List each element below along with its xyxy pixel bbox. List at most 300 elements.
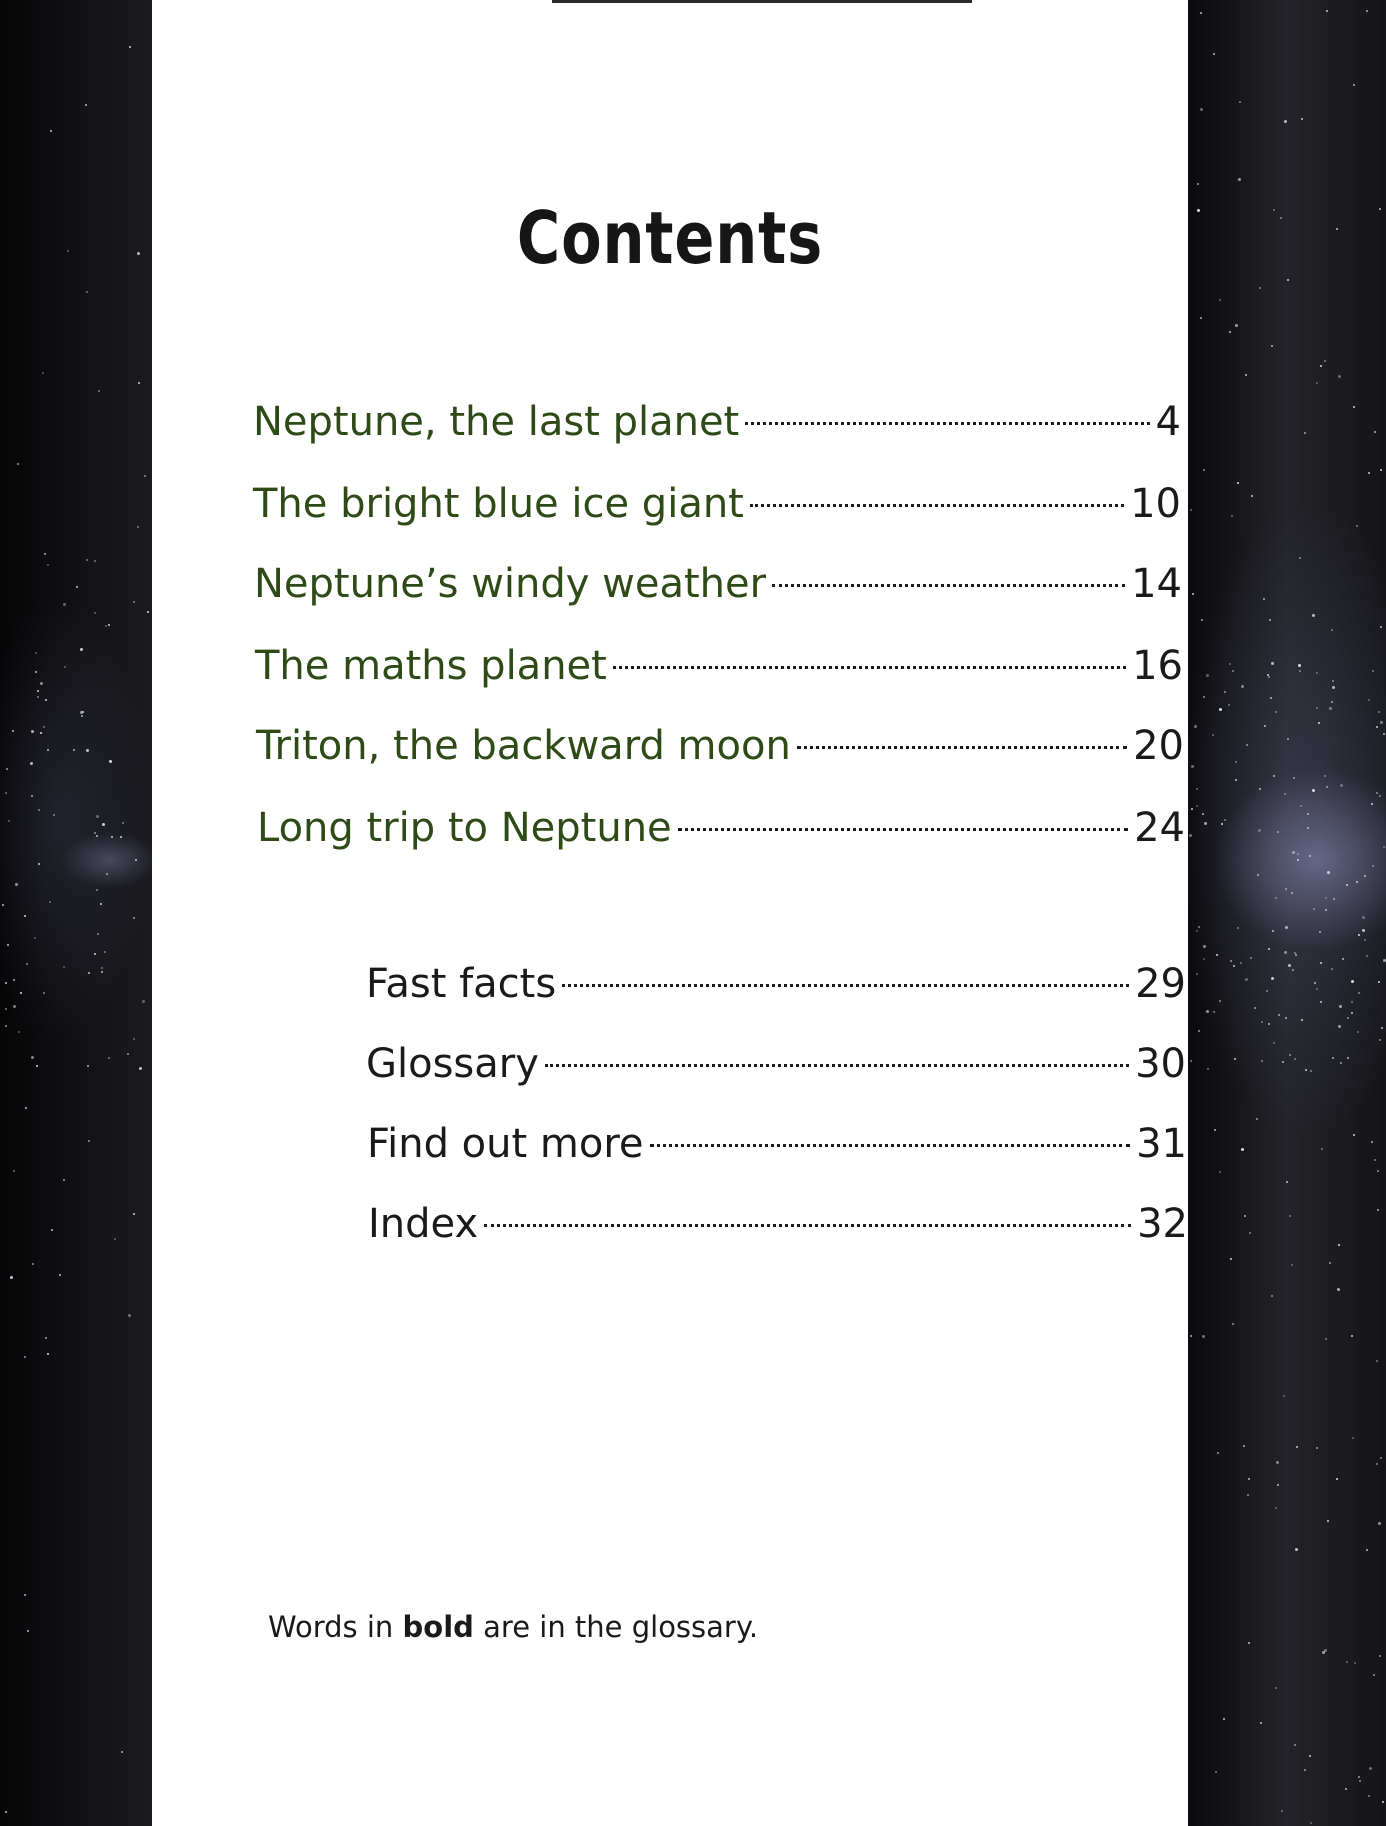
star-dot [1224, 819, 1226, 821]
star-dot [1233, 965, 1235, 967]
toc-page-number: 24 [1134, 805, 1185, 851]
toc-leader-dots [772, 584, 1125, 587]
star-dot [81, 715, 83, 717]
star-dot [32, 1263, 34, 1265]
star-dot [1320, 962, 1322, 964]
star-dot [1198, 926, 1200, 928]
page-edge-shadow [552, 0, 972, 3]
star-dot [8, 820, 10, 822]
star-dot [1353, 84, 1355, 86]
star-dot [1207, 1068, 1209, 1070]
star-dot [1203, 469, 1205, 471]
star-dot [2, 904, 4, 906]
star-dot [1331, 629, 1333, 631]
star-dot [1331, 701, 1333, 703]
star-dot [1234, 1058, 1236, 1060]
toc-entry-title: Find out more [367, 1121, 644, 1167]
star-dot [50, 130, 52, 132]
star-dot [98, 390, 100, 392]
star-dot [1235, 324, 1238, 327]
star-dot [1293, 777, 1295, 779]
toc-leader-dots [484, 1224, 1131, 1227]
star-dot [64, 666, 66, 668]
star-dot [137, 252, 140, 255]
star-dot [27, 1630, 29, 1632]
star-dot [1214, 1129, 1216, 1131]
star-dot [1301, 1019, 1303, 1021]
toc-entry-title: The maths planet [255, 643, 607, 689]
star-dot [1268, 1023, 1270, 1025]
star-dot [1351, 1001, 1353, 1003]
star-dot [1381, 1027, 1383, 1029]
star-dot [1333, 898, 1335, 900]
star-dot [1351, 980, 1354, 983]
star-dot [1276, 1461, 1279, 1464]
star-dot [12, 730, 14, 732]
star-dot [1189, 834, 1192, 837]
star-dot [1230, 1258, 1232, 1260]
star-dot [1294, 1744, 1296, 1746]
toc-entry-neptune-last-planet[interactable] [253, 398, 1181, 446]
star-dot [1304, 432, 1306, 434]
star-dot [1383, 959, 1386, 962]
star-dot [1263, 598, 1265, 600]
toc-entry-title: Long trip to Neptune [257, 805, 672, 851]
star-dot [1292, 969, 1294, 971]
star-dot [1191, 808, 1193, 810]
star-dot [1228, 704, 1230, 706]
star-dot [1362, 929, 1365, 932]
star-dot [34, 937, 36, 939]
star-dot [1235, 761, 1237, 763]
star-dot [1224, 691, 1226, 693]
star-dot [1359, 1780, 1361, 1782]
star-dot [108, 1057, 110, 1059]
star-dot [44, 553, 46, 555]
star-dot [1310, 1822, 1312, 1824]
star-dot [1380, 1457, 1382, 1459]
toc-entry-windy-weather[interactable] [254, 560, 1182, 608]
star-dot [59, 1274, 61, 1276]
star-dot [1312, 789, 1315, 792]
toc-entry-long-trip[interactable] [257, 804, 1185, 852]
star-dot [1354, 1662, 1356, 1664]
toc-page-number: 31 [1136, 1121, 1187, 1167]
star-dot [36, 1065, 38, 1067]
star-dot [128, 1314, 131, 1317]
star-dot [1299, 670, 1301, 672]
star-dot [1284, 951, 1287, 954]
star-dot [1379, 208, 1381, 210]
star-dot [1300, 805, 1302, 807]
star-dot [109, 760, 112, 763]
star-dot [1248, 1478, 1250, 1480]
star-dot [1366, 1549, 1368, 1551]
star-dot [1324, 775, 1326, 777]
star-dot [100, 903, 102, 905]
star-dot [1285, 888, 1287, 890]
star-dot [1374, 431, 1376, 433]
star-dot [20, 992, 22, 994]
star-dot [1372, 670, 1374, 672]
star-dot [1316, 1447, 1318, 1449]
toc-page-number: 14 [1131, 561, 1182, 607]
star-dot [1264, 725, 1266, 727]
star-dot [1371, 1141, 1373, 1143]
toc-entry-title: Glossary [366, 1041, 539, 1087]
star-dot [1191, 765, 1194, 768]
star-dot [1353, 1134, 1355, 1136]
star-dot [1319, 931, 1321, 933]
star-dot [1320, 365, 1322, 367]
star-dot [1356, 881, 1358, 883]
star-dot [1273, 1042, 1275, 1044]
star-dot [37, 690, 39, 692]
star-dot [1256, 1118, 1258, 1120]
star-dot [1270, 697, 1272, 699]
star-dot [1376, 726, 1378, 728]
star-dot [1219, 299, 1221, 301]
star-dot [1238, 178, 1241, 181]
star-dot [1240, 962, 1242, 964]
star-dot [1327, 871, 1330, 874]
star-dot [1340, 1062, 1342, 1064]
star-dot [53, 814, 55, 816]
star-dot [133, 917, 135, 919]
star-dot [1382, 1801, 1384, 1803]
star-dot [1217, 1452, 1219, 1454]
star-dot [1213, 53, 1215, 55]
star-dot [1379, 795, 1381, 797]
star-dot [1278, 1014, 1280, 1016]
star-dot [135, 859, 137, 861]
star-dot [1202, 1335, 1205, 1338]
star-dot [1329, 1262, 1331, 1264]
star-dot [147, 611, 149, 613]
star-dot [137, 526, 139, 528]
star-dot [97, 933, 99, 935]
star-dot [1347, 1057, 1349, 1059]
star-dot [1383, 733, 1385, 735]
star-dot [1351, 1012, 1353, 1014]
star-dot [1383, 846, 1385, 848]
star-dot [133, 1213, 135, 1215]
toc-entry-glossary[interactable] [366, 1040, 1186, 1088]
star-dot [1206, 674, 1209, 677]
star-dot [1285, 1017, 1287, 1019]
toc-page-number: 10 [1130, 481, 1181, 527]
glossary-note-bold: bold [402, 1610, 474, 1644]
star-dot [1291, 1264, 1293, 1266]
star-dot [144, 475, 146, 477]
star-dot [43, 992, 45, 994]
star-dot [1197, 209, 1200, 212]
star-dot [1329, 707, 1332, 710]
star-dot [129, 46, 131, 48]
toc-leader-dots [678, 828, 1128, 831]
star-dot [87, 1065, 89, 1067]
star-dot [38, 863, 40, 865]
star-dot [5, 1008, 7, 1010]
star-dot [139, 1067, 142, 1070]
toc-page-number: 16 [1132, 643, 1183, 689]
star-dot [102, 823, 105, 826]
star-dot [1326, 10, 1328, 12]
star-dot [1305, 1069, 1307, 1071]
star-dot [24, 915, 26, 917]
star-dot [1338, 1244, 1340, 1246]
star-dot [18, 1031, 20, 1033]
star-dot [13, 979, 15, 981]
star-dot [96, 889, 98, 891]
star-dot [1232, 670, 1234, 672]
toc-entry-maths-planet[interactable] [255, 642, 1183, 690]
glossary-note [268, 1610, 758, 1644]
star-dot [1216, 954, 1218, 956]
toc-leader-dots [797, 746, 1127, 749]
star-dot [1322, 1651, 1325, 1654]
star-dot [1289, 1054, 1291, 1056]
toc-entry-title: Triton, the backward moon [256, 723, 791, 769]
star-dot [1377, 1170, 1379, 1172]
star-dot [1376, 792, 1378, 794]
space-background-left [0, 0, 160, 1826]
star-dot [1346, 884, 1348, 886]
toc-leader-dots [562, 984, 1129, 987]
star-dot [31, 730, 34, 733]
star-dot [94, 560, 96, 562]
star-dot [1271, 345, 1273, 347]
star-dot [1356, 525, 1358, 527]
star-dot [76, 586, 78, 588]
star-dot [1378, 1522, 1381, 1525]
star-dot [1277, 1484, 1279, 1486]
star-dot [1280, 217, 1282, 219]
star-dot [1325, 897, 1327, 899]
star-dot [96, 815, 99, 818]
star-dot [1287, 738, 1289, 740]
star-dot [1273, 775, 1275, 777]
star-dot [1292, 851, 1295, 854]
star-dot [1380, 626, 1382, 628]
star-dot [1332, 686, 1335, 689]
star-dot [63, 1179, 65, 1181]
star-dot [1213, 1011, 1215, 1013]
star-dot [40, 682, 43, 685]
star-dot [1332, 680, 1334, 682]
toc-entry-bright-blue-ice-giant[interactable] [253, 480, 1181, 528]
star-dot [1304, 1769, 1306, 1771]
star-dot [1200, 108, 1203, 111]
star-dot [1309, 1755, 1311, 1757]
star-dot [1287, 279, 1289, 281]
star-dot [1376, 1463, 1378, 1465]
star-dot [1219, 708, 1222, 711]
star-dot [1316, 707, 1318, 709]
glossary-note-text: Words in [268, 1610, 403, 1644]
star-dot [1221, 823, 1223, 825]
star-dot [1351, 1335, 1353, 1337]
star-dot [25, 1107, 27, 1109]
star-dot [1190, 509, 1192, 511]
star-dot [1340, 784, 1343, 787]
star-dot [1196, 805, 1198, 807]
star-dot [40, 732, 42, 734]
star-dot [1271, 662, 1274, 665]
star-dot [1237, 927, 1239, 929]
toc-entry-find-out-more[interactable] [367, 1120, 1187, 1168]
star-dot [1245, 374, 1247, 376]
toc-entry-triton-backward-moon[interactable] [256, 722, 1184, 770]
star-dot [1269, 619, 1271, 621]
star-dot [1190, 1335, 1192, 1337]
star-dot [1272, 930, 1274, 932]
star-dot [1372, 865, 1374, 867]
star-dot [5, 792, 7, 794]
star-dot [94, 953, 96, 955]
star-dot [133, 1038, 135, 1040]
star-dot [1231, 515, 1233, 517]
star-dot [80, 711, 83, 714]
star-dot [1202, 813, 1204, 815]
star-dot [1268, 948, 1270, 950]
star-dot [1310, 1070, 1312, 1072]
star-dot [1247, 1494, 1249, 1496]
star-dot [47, 564, 49, 566]
star-dot [1320, 1001, 1322, 1003]
star-dot [1275, 1507, 1277, 1509]
star-dot [1232, 1323, 1234, 1325]
toc-entry-index[interactable] [368, 1200, 1188, 1248]
star-dot [1295, 954, 1297, 956]
star-dot [1342, 958, 1344, 960]
star-dot [1294, 1058, 1296, 1060]
toc-leader-dots [750, 504, 1124, 507]
toc-entry-title: Neptune’s windy weather [254, 561, 767, 607]
star-dot [13, 1170, 15, 1172]
star-dot [1275, 897, 1277, 899]
glossary-note-text-end: are in the glossary. [473, 1610, 759, 1644]
star-dot [120, 836, 122, 838]
toc-entry-title: Neptune, the last planet [253, 399, 740, 445]
star-dot [114, 1238, 116, 1240]
star-dot [1241, 685, 1244, 688]
star-dot [26, 963, 28, 965]
star-dot [1347, 1017, 1349, 1019]
star-dot [1353, 406, 1355, 408]
star-dot [1364, 875, 1366, 877]
star-dot [1362, 916, 1365, 919]
star-dot [1192, 593, 1194, 595]
star-dot [104, 951, 106, 953]
star-dot [1206, 1010, 1209, 1013]
star-dot [1326, 786, 1328, 788]
toc-leader-dots [613, 666, 1126, 669]
star-dot [1203, 696, 1205, 698]
star-dot [1257, 874, 1259, 876]
star-dot [1369, 1767, 1372, 1770]
star-dot [1324, 360, 1326, 362]
star-dot [5, 1025, 7, 1027]
star-dot [1230, 960, 1232, 962]
star-dot [1203, 945, 1206, 948]
star-dot [1241, 1148, 1244, 1151]
star-dot [1337, 1288, 1340, 1291]
star-dot [1203, 958, 1205, 960]
star-dot [1368, 699, 1370, 701]
star-dot [6, 768, 8, 770]
star-dot [1358, 992, 1360, 994]
star-dot [1239, 101, 1241, 103]
star-dot [88, 1140, 90, 1142]
space-background-right [1188, 0, 1386, 1826]
star-dot [1204, 822, 1207, 825]
star-dot [63, 603, 66, 606]
star-dot [1358, 1776, 1360, 1778]
star-dot [1289, 1215, 1291, 1217]
star-dot [1339, 1005, 1342, 1008]
star-dot [1275, 1687, 1277, 1689]
star-dot [1299, 557, 1301, 559]
star-dot [1259, 287, 1261, 289]
star-dot [86, 559, 88, 561]
star-dot [1190, 1060, 1192, 1062]
star-dot [5, 1811, 7, 1813]
star-dot [1316, 672, 1318, 674]
star-dot [1201, 619, 1203, 621]
star-dot [106, 873, 108, 875]
star-dot [88, 972, 90, 974]
star-dot [1285, 926, 1288, 929]
star-dot [86, 749, 89, 752]
star-dot [1312, 614, 1315, 617]
toc-entry-title: Fast facts [366, 961, 557, 1007]
star-dot [1273, 209, 1275, 211]
star-dot [1267, 674, 1269, 676]
star-dot [1336, 1478, 1338, 1480]
star-dot [101, 967, 103, 969]
star-dot [24, 1594, 26, 1596]
star-dot [1219, 1000, 1221, 1002]
toc-leader-dots [545, 1064, 1129, 1067]
star-dot [1197, 183, 1199, 185]
star-dot [35, 671, 37, 673]
star-dot [1261, 1060, 1263, 1062]
star-dot [1327, 1520, 1329, 1522]
star-dot [1286, 1181, 1288, 1183]
star-dot [63, 966, 65, 968]
toc-leader-dots [745, 422, 1149, 425]
star-dot [1297, 859, 1299, 861]
star-dot [67, 250, 69, 252]
star-dot [1307, 827, 1309, 829]
toc-page-number: 30 [1135, 1041, 1186, 1087]
toc-entry-fast-facts[interactable] [366, 960, 1186, 1008]
toc-page-number: 32 [1137, 1201, 1188, 1247]
star-dot [1297, 853, 1299, 855]
star-dot [1250, 957, 1252, 959]
contents-page [152, 0, 1188, 1826]
star-dot [1376, 1360, 1378, 1362]
star-dot [1198, 1030, 1200, 1032]
star-dot [31, 795, 33, 797]
star-dot [47, 1353, 49, 1355]
star-dot [111, 836, 113, 838]
star-dot [1235, 779, 1237, 781]
star-dot [94, 612, 96, 614]
star-dot [1295, 1548, 1298, 1551]
star-dot [86, 291, 88, 293]
